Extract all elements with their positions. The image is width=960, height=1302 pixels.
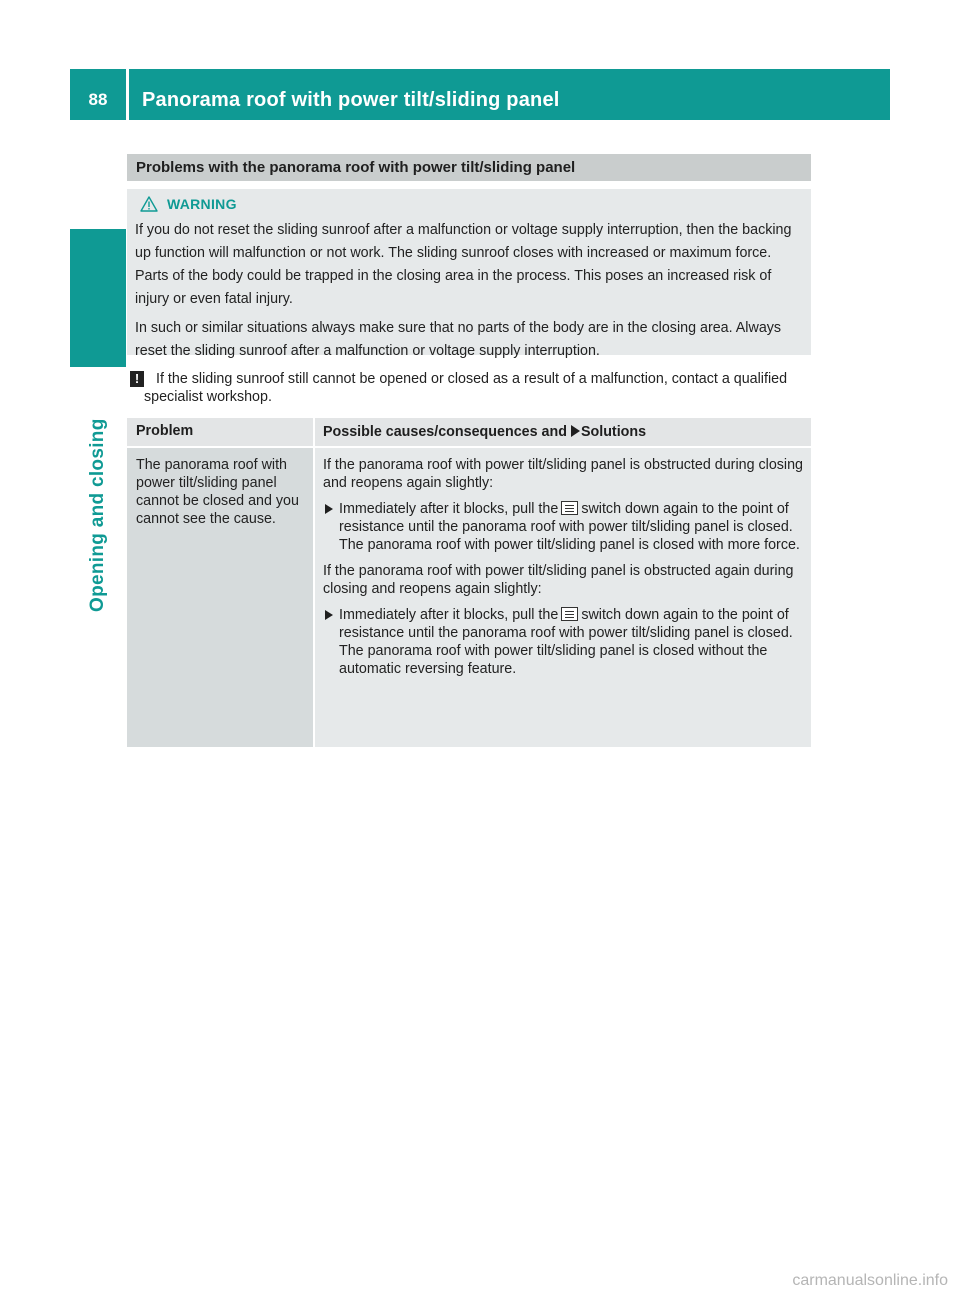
step-text	[339, 606, 804, 642]
warning-label: WARNING	[167, 196, 237, 212]
column-header-solutions-text: Solutions	[580, 424, 647, 440]
side-section-label: Opening and closing	[87, 418, 108, 612]
step-text	[339, 500, 804, 536]
exclamation-icon: !	[130, 371, 144, 387]
step-text-a: Immediately after it blocks, pull the	[339, 607, 559, 623]
step-text-a: Immediately after it blocks, pull the	[339, 501, 559, 517]
side-tab-marker	[70, 229, 126, 367]
column-header-problem: Problem	[127, 418, 313, 446]
chapter-title: Panorama roof with power tilt/sliding panel	[142, 89, 560, 111]
warning-paragraph: In such or similar situations always make sure that no parts of the body are in the closing area. Always reset the sliding sunroof after a malfunction or voltage supply interruption.	[135, 320, 782, 359]
section-heading: Problems with the panorama roof with power tilt/sliding panel	[127, 154, 811, 181]
page-number: 88	[88, 90, 108, 109]
troubleshooting-table	[127, 418, 811, 747]
warning-box	[127, 189, 811, 359]
causes-cell	[315, 448, 811, 747]
warning-header	[135, 195, 803, 213]
cause-intro: If the panorama roof with power tilt/sliding panel is obstructed again during closing and reopens again slightly:	[323, 563, 794, 597]
page-number-box	[70, 69, 126, 120]
step-result: The panorama roof with power tilt/sliding panel is closed with more force.	[339, 537, 800, 553]
column-header-causes-text: Possible causes/consequences and	[323, 424, 567, 440]
notice-text: If the sliding sunroof still cannot be opened or closed as a result of a malfunction, contact a qualified specialist workshop.	[144, 371, 788, 405]
cause-intro: If the panorama roof with power tilt/sliding panel is obstructed during closing and reopens again slightly:	[323, 457, 803, 491]
roof-switch-icon	[561, 501, 578, 515]
solution-arrow-icon	[571, 425, 580, 437]
warning-paragraph: If you do not reset the sliding sunroof after a malfunction or voltage supply interruption, then the backing up function will malfunction or not work. The sliding sunroof closes with increased or maximum force. Parts of the body could be trapped in the closing area in the process. This poses an increased risk of injury or even fatal injury.	[135, 222, 792, 307]
solution-step	[323, 500, 804, 554]
roof-switch-icon	[561, 607, 578, 621]
header-bar	[129, 69, 890, 120]
warning-triangle-icon	[140, 196, 158, 212]
step-arrow-icon	[325, 504, 333, 514]
watermark: carmanualsonline.info	[792, 1272, 948, 1289]
column-header-causes	[315, 418, 811, 446]
step-text-b: switch down again to the point of resistance until the panorama roof with power tilt/sliding panel is closed.	[339, 607, 793, 641]
step-arrow-icon	[325, 610, 333, 620]
step-text-b: switch down again to the point of resistance until the panorama roof with power tilt/sliding panel is closed.	[339, 501, 793, 535]
solution-step	[323, 606, 804, 678]
problem-cell: The panorama roof with power tilt/sliding panel cannot be closed and you cannot see the cause.	[127, 448, 313, 747]
notice	[130, 370, 806, 406]
step-result: The panorama roof with power tilt/sliding panel is closed without the automatic reversing feature.	[339, 643, 768, 677]
